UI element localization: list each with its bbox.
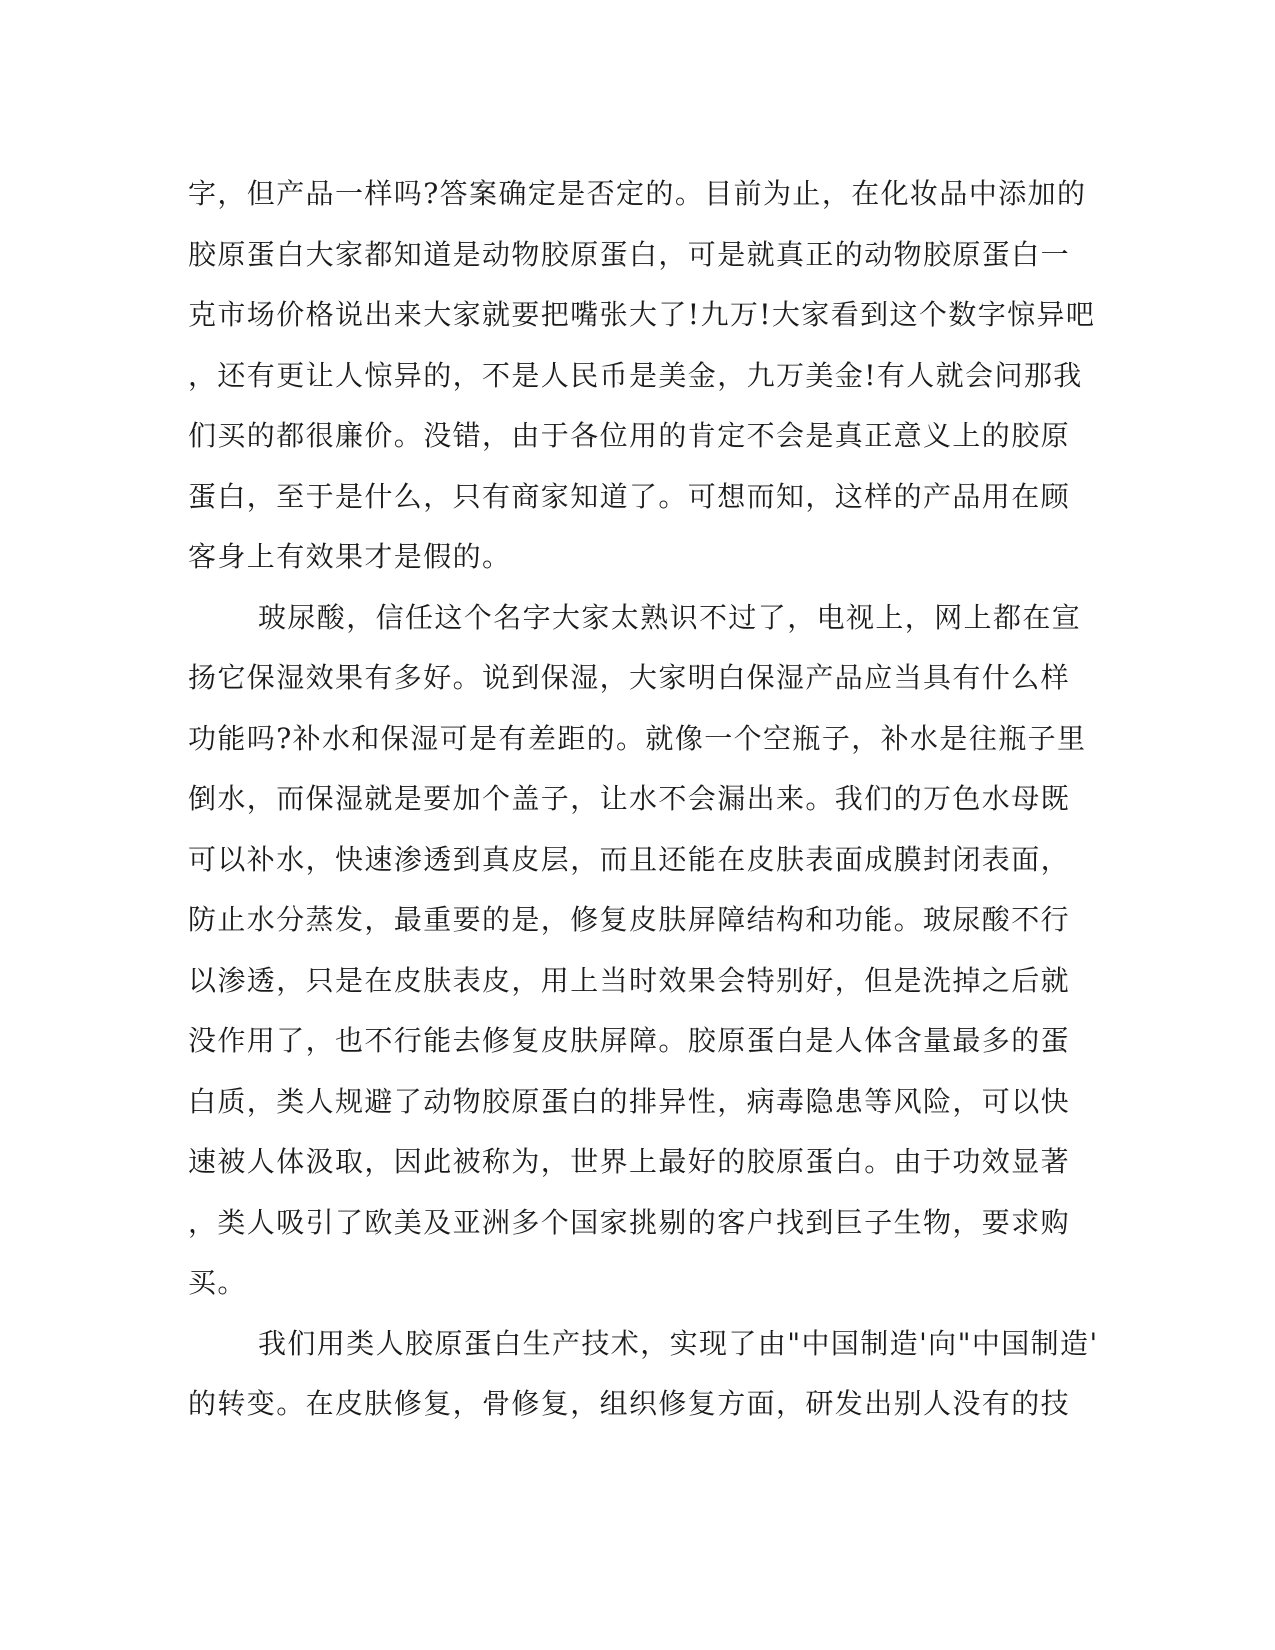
text-line: 蛋白，至于是什么，只有商家知道了。可想而知，这样的产品用在顾 bbox=[188, 479, 1071, 513]
text-line: 白质，类人规避了动物胶原蛋白的排异性，病毒隐患等风险，可以快 bbox=[188, 1084, 1071, 1118]
text-line: 们买的都很廉价。没错，由于各位用的肯定不会是真正意义上的胶原 bbox=[188, 419, 1071, 452]
paragraph-1 bbox=[188, 164, 1096, 588]
text-line: 速被人体汲取，因此被称为，世界上最好的胶原蛋白。由于功效显著 bbox=[188, 1145, 1071, 1178]
paragraph-3 bbox=[188, 1314, 1099, 1435]
text-line: 功能吗?补水和保湿可是有差距的。就像一个空瓶子，补水是往瓶子里 bbox=[188, 721, 1087, 755]
text-line: 字，但产品一样吗?答案确定是否定的。目前为止，在化妆品中添加的 bbox=[188, 177, 1087, 210]
text-line: 的转变。在皮肤修复，骨修复，组织修复方面，研发出别人没有的技 bbox=[188, 1387, 1071, 1420]
document-body bbox=[188, 164, 1099, 1435]
text-line: ，还有更让人惊异的，不是人民币是美金，九万美金!有人就会问那我 bbox=[188, 358, 1083, 392]
paragraph-2 bbox=[188, 588, 1087, 1314]
text-line: 玻尿酸，信任这个名字大家太熟识不过了，电视上，网上都在宣 bbox=[258, 600, 1082, 634]
text-line: 倒水，而保湿就是要加个盖子，让水不会漏出来。我们的万色水母既 bbox=[188, 782, 1071, 815]
text-line: 以渗透，只是在皮肤表皮，用上当时效果会特别好，但是洗掉之后就 bbox=[188, 963, 1071, 997]
text-line: 可以补水，快速渗透到真皮层，而且还能在皮肤表面成膜封闭表面， bbox=[188, 842, 1071, 876]
text-line: 克市场价格说出来大家就要把嘴张大了!九万!大家看到这个数字惊异吧 bbox=[188, 298, 1096, 331]
text-line: 我们用类人胶原蛋白生产技术，实现了由"中国制造'向"中国制造' bbox=[258, 1326, 1099, 1360]
text-line: 防止水分蒸发，最重要的是，修复皮肤屏障结构和功能。玻尿酸不行 bbox=[188, 903, 1071, 936]
text-line: 买。 bbox=[188, 1266, 247, 1299]
text-line: 客身上有效果才是假的。 bbox=[188, 540, 512, 573]
text-line: ，类人吸引了欧美及亚洲多个国家挑剔的客户找到巨子生物，要求购 bbox=[188, 1205, 1071, 1239]
text-line: 胶原蛋白大家都知道是动物胶原蛋白，可是就真正的动物胶原蛋白一 bbox=[188, 237, 1071, 271]
text-line: 扬它保湿效果有多好。说到保湿，大家明白保湿产品应当具有什么样 bbox=[188, 661, 1071, 694]
text-line: 没作用了，也不行能去修复皮肤屏障。胶原蛋白是人体含量最多的蛋 bbox=[188, 1024, 1071, 1057]
